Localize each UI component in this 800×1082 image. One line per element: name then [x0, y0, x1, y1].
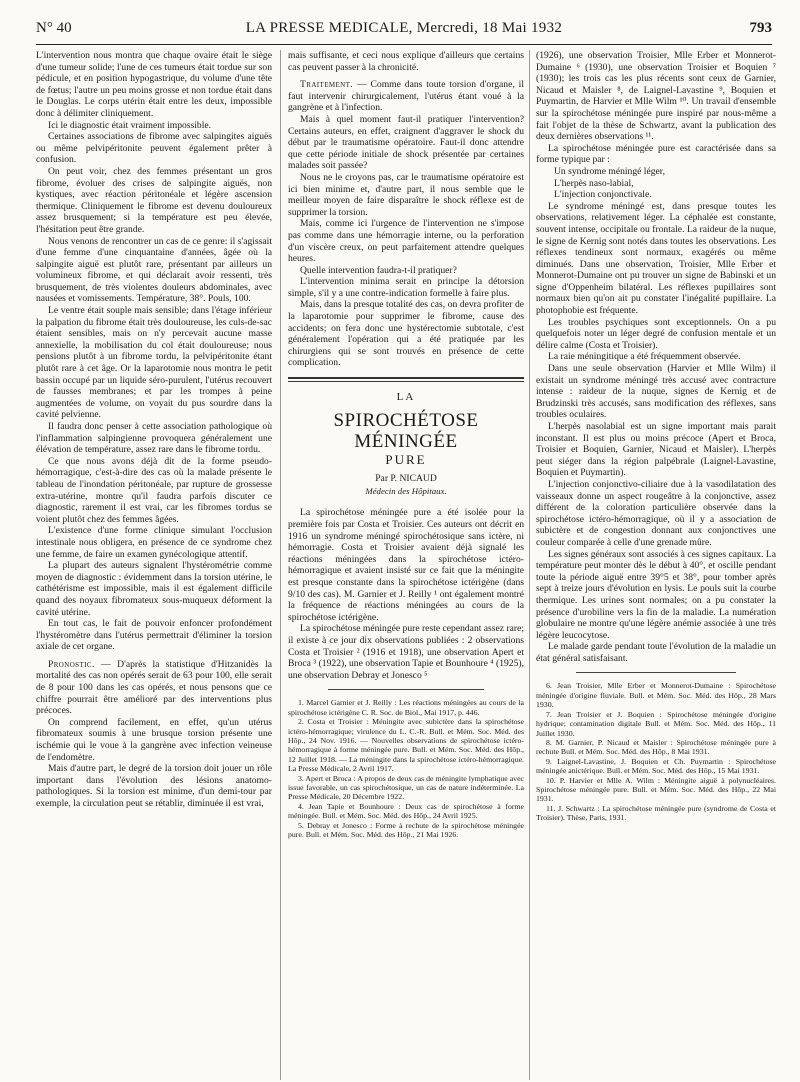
paragraph: Mais, dans la presque totalité des cas, on devra profiter de la laparotomie pour supprimer le fibrome, cause des accidents; on fera donc une hystérectomie subtotale, c'est généralement l'opération qui a été pratiquée par les chirurgiens qui se sont trouvés en présence de cette complication. — [288, 299, 524, 369]
section-lead-pronostic: Pronostic. — [48, 658, 95, 670]
footnote: 11. J. Schwartz : La spirochétose méningée pure (syndrome de Costa et Troisier). Thèse, Paris, 1931. — [536, 803, 776, 823]
column-3 — [536, 50, 776, 1080]
paragraph: Quelle intervention faudra-t-il pratiquer? — [300, 264, 457, 276]
footnote: 10. P. Harvier et Mlle A. Wilm : Méningite aiguë à polynucléaires. Spirochétose méningée pure. Bull. et Mém. Soc. Méd. des Hôp., 22 Mai 1931. — [536, 775, 776, 804]
column-divider — [280, 50, 281, 1080]
paragraph: La spirochétose méningée pure est caractérisée dans sa forme typique par : — [536, 142, 776, 166]
paragraph-text: — D'après la statistique d'Hitzanidès la mortalité des cas non opérés serait de 63 pour 100, elle serait de 8 pour 100 dans les cas opérés, et nous pensons que ce chiffre pourrait être amélioré par des interventions plus précoces. — [36, 658, 272, 717]
footnote: 4. Jean Tapie et Bounhoure : Deux cas de spirochétose à forme méningée. Bull. et Mém. Soc. Méd. des Hôp., 24 Avril 1925. — [288, 801, 524, 821]
page-number: 793 — [749, 20, 772, 36]
paragraph: On peut voir, chez des femmes présentant un gros fibrome, évoluer des crises de salpingite aiguës, non kystiques, avec réaction péritonéale et légère ascension thermique. Cliniquement le fibrome est devenu douloureux assez brusquement; si la température est peu élevée, l'hésitation peut être grande. — [36, 165, 272, 235]
footnote: 6. Jean Troisier, Mlle Erber et Monnerot-Dumaine : Spirochétose méningée d'origine fluviale. Bull. et Mém. Soc. Méd. des Hôp., 28 Mars 1930. — [536, 681, 776, 710]
footnote: 3. Apert et Broca : A propos de deux cas de méningite lymphatique avec issue favorable, un cas spirochétosique, un cas de nature indéterminée. La Presse Médicale, 20 Décembre 1922. — [288, 773, 524, 802]
paragraph-pronostic — [36, 659, 272, 717]
footnote: 5. Debray et Jonesco : Forme à rechute de la spirochétose méningée pure. Bull. et Mém. Soc. Méd. des Hôp., 21 Mai 1926. — [288, 820, 524, 839]
paragraph: La raie méningitique a été fréquemment observée. — [548, 351, 741, 363]
list-item: Un syndrome méningé léger, — [554, 165, 665, 177]
paragraph: Dans une seule observation (Harvier et Mlle Wilm) il existait un syndrome méningé très accusé avec contracture intense : raideur de la nuque, signes de Kernig et de Brudzinski très accusés, sans modification des réflexes, sans troubles oculaires. — [536, 363, 776, 421]
paragraph: La spirochétose méningée pure reste cependant assez rare; il existe à ce jour dix observations publiées : 2 observations Costa et Troisier ² (1916 et 1918), une observation Apert et Broca ³ (1922), une observation Tapie et Bounhoure ⁴ (1925), une observation Debray et Jonesco ⁵ — [288, 623, 524, 681]
paragraph: On comprend facilement, en effet, qu'un utérus fibromateux soumis à une brusque torsion présente une ischémie qui le voue à la gangrène avec infection veineuse de l'endomètre. — [36, 716, 272, 763]
paragraph: Mais, comme ici l'urgence de l'intervention ne s'impose pas comme dans une hémorragie interne, ou la perforation d'un viscère creux, on peut parfaitement attendre quelques heures. — [288, 218, 524, 265]
article-title: SPIROCHÉTOSE MÉNINGÉE — [333, 409, 479, 452]
footnote: 9. Laignel-Lavastine, J. Boquien et Ch. Puymartin : Spirochétose méningée anictérique. Bull. et Mém. Soc. Méd. des Hôp., 15 Mai 1931. — [536, 756, 776, 776]
paragraph: Ce que nous avons déjà dit de la forme pseudo-hémorragique, c'est-à-dire des cas où la malade présente le tableau de l'inondation péritonéale, par rupture de grossesse extra-utérine, montre qu'il faudra parfois discuter ce diagnostic, rarement il est vrai, car les fibromes tordus se voient plutôt chez des femmes âgées. — [36, 455, 272, 525]
footnote: 1. Marcel Garnier et J. Reilly : Les réactions méningées au cours de la spirochétose ictérigène C. R. Soc. de Biol., Mai 1917, p. 446. — [288, 698, 524, 717]
article-subtitle: PURE — [385, 451, 427, 467]
issue-number: N° 40 — [36, 20, 72, 36]
paragraph: L'existence d'une forme clinique simulant l'occlusion intestinale nous obligera, en présence de ce syndrome chez une femme, de faire un examen gynécologique attentif. — [36, 525, 272, 560]
article-author: Par P. NICAUD — [375, 473, 437, 485]
paragraph: (1926), une observation Troisier, Mlle Erber et Monnerot-Dumaine ⁶ (1930), une observation Troisier et Boquien ⁷ (1930); les trois cas les plus récents sont ceux de Garnier, Nicaud et Maisler ⁸, de Laignel-Lavastine ⁹, Boquien et Puymartin, de Harvier et Mlle Wilm ¹⁰. Un travail d'ensemble sur la spirochétose méningée pure inspiré par nous-même a fait l'objet de la thèse de Schwartz, avant la publication des deux dernières observations ¹¹. — [536, 50, 776, 143]
paragraph-text: — Comme dans toute torsion d'organe, il faut intervenir chirurgicalement, l'utérus étant voué à la gangrène et à l'infection. — [288, 79, 524, 114]
footnotes — [536, 681, 776, 822]
column-divider — [529, 50, 530, 1080]
footnote-rule — [328, 689, 484, 690]
paragraph: L'herpès nasolabial est un signe important mais parait inconstant. Il est plus ou moins précoce (Apert et Broca, Troisier et Boquien, Garnier, Nicaud et Maisler). L'herpès peut siéger dans la région palpébrale (Laignel-Lavastine, Boquien et Puymartin). — [536, 421, 776, 479]
page-header — [36, 18, 772, 42]
paragraph-traitement — [288, 79, 524, 114]
paragraph: Le ventre était souple mais sensible; dans l'étage inférieur la palpation du fibrome était très douloureuse, les culs-de-sac étaient sensibles, mais on n'y percevait aucune masse annexielle, la mobilisation du col était douloureuse; nous pensions plutôt à un fibrome tordu, la pelvipéritonite étant plutôt rare à cet âge. Or la laparotomie nous montra le petit bassin occupé par un liquide séro-purulent, l'utérus recouvert de fausses membranes; et par les trompes à peine augmentées de volume, on voyait du pus sourdre dans la cavité pelvienne. — [36, 305, 272, 421]
paragraph: Mais à quel moment faut-il pratiquer l'intervention? Certains auteurs, en effet, craignent d'aggraver le shock du début par le traumatisme opératoire. Faut-il donc attendre que cette période initiale de shock présentée par certaines malades soit passée? — [288, 113, 524, 172]
paragraph: L'injection conjonctivo-ciliaire due à la vasodilatation des vaisseaux donne un aspect rougeâtre à la conjonctive, assez différent de la coloration particulière observée dans la spirochétose ictéro-hémorragique, où il y a association de subictère et de congestion donnant aux conjonctives une couleur comparée à celle d'une grenade mûre. — [536, 478, 776, 548]
paragraph: La spirochétose méningée pure a été isolée pour la première fois par Costa et Troisier. Ces auteurs ont décrit en 1916 un syndrome méningé spirochétosique sans ictère, ni hémorragie. Costa et Troisier avaient déjà signalé les réactions méningées dans la spirochétose ictéro-hémorragique et avaient insisté sur ce fait que la méningite est presque constante dans la spirochétose ictérigène (dans 9/10 des cas). M. Garnier et J. Reilly ¹ ont également montré la fréquence de réactions méningées au cours de la spirochétose ictérigène. — [288, 507, 524, 623]
paragraph: Nous venons de rencontrer un cas de ce genre: il s'agissait d'une femme d'une cinquantaine d'années, âgée où la salpingite aiguë est plutôt rare, présentant par ailleurs un volumineux fibrome, et qui déclarait avoir ressenti, très brusquement, de très violentes douleurs abdominales, avec nausées et vomissements. Température, 38°. Pouls, 100. — [36, 235, 272, 305]
paragraph: Le malade garde pendant toute l'évolution de la maladie un état général satisfaisant. — [536, 641, 776, 664]
paragraph: mais suffisante, et ceci nous explique d'ailleurs que certains cas peuvent passer à la chronicité. — [288, 50, 524, 73]
paragraph: Il faudra donc penser à cette association pathologique où l'inflammation salpingienne provoquera généralement une élévation de température, assez rare dans le fibrome tordu. — [36, 421, 272, 456]
paragraph: Ici le diagnostic était vraiment impossible. — [48, 119, 212, 131]
section-lead-traitement: Traitement. — [300, 79, 354, 91]
paragraph: Mais d'autre part, le degré de la torsion doit jouer un rôle important dans l'évolution des lésions anatomo-pathologiques. Si la torsion est minime, d'un demi-tour par exemple, la circulation peut se rétablir, diminuée il est vrai, — [36, 763, 272, 809]
footnote: 7. Jean Troisier et J. Boquien : Spirochétose méningée d'origine hydrique; contamination digitale Bull. et Mém. Soc. Méd. des Hôp., 11 Juillet 1930. — [536, 709, 776, 738]
article-kicker: LA — [396, 391, 416, 404]
paragraph: Certaines associations de fibrome avec salpingites aiguës ou même pelvipéritonite peuvent également prêter à confusion. — [36, 131, 272, 166]
article-affiliation: Médecin des Hôpitaux. — [365, 485, 447, 496]
column-1 — [36, 50, 272, 1080]
footnotes — [288, 698, 524, 839]
paragraph: La plupart des auteurs signalent l'hystérométrie comme moyen de diagnostic : évidemment dans la torsion utérine, le cathétérisme est impossible, mais il est également difficile quand des noyaux fibromateux sous-muqueux déforment la cavité utérine. — [36, 560, 272, 618]
paragraph: Les signes généraux sont associés à ces signes capitaux. La température peut monter dès le début à 40°, et oscille pendant toute la période aiguë entre 39°5 et 38°, pour tomber après sept à treize jours d'évolution en lysis. Le pouls suit la courbe thermique. Les urines sont normales; on a pu constater la présence d'urobiline vers la fin de la maladie. La numération globulaire ne montre qu'une légère anémie associée à une très légère leucocytose. — [536, 548, 776, 641]
paragraph: Nous ne le croyons pas, car le traumatisme opératoire est ici bien minime et, d'autre part, il nous semble que le meilleur moyen de faire disparaître le shock réflexe est de supprimer la torsion. — [288, 171, 524, 218]
list-item: L'herpès naso-labial, — [554, 177, 634, 189]
paragraph: Les troubles psychiques sont exceptionnels. On a pu quelquefois noter un léger degré de confusion mentale et un délire calme (Costa et Troisier). — [536, 316, 776, 351]
paragraph: Le syndrome méningé est, dans presque toutes les observations, relativement léger. La céphalée est constante, souvent intense, occipitale ou frontale. La raideur de la nuque, le signe de Kernig sont notés dans toutes les observations. Les réflexes tendineux sont normaux, exagérés ou même diminués. Dans une observation, Troisier, Mlle Erber et Monnerot-Dumaine ont pu trouver un signe de Babinski et un signe d'Oppenheim bilatéral. Les réflexes pupillaires sont normaux bien qu'on ait pu constater l'inégalité pupillaire. La photophobie est fréquente. — [536, 200, 776, 317]
paragraph: L'intervention minima serait en principe la détorsion simple, s'il y a une contre-indication formelle à faire plus. — [288, 276, 524, 299]
list-item: L'injection conjonctivale. — [554, 189, 652, 201]
article-separator — [288, 377, 524, 382]
footnote: 8. M. Garnier, P. Nicaud et Maisler : Spirochétose méningée pure à rechute Bull. et Mém. Soc. Méd. des Hôp., 8 Mai 1931. — [536, 737, 776, 757]
column-2 — [288, 50, 524, 1080]
footnote: 2. Costa et Troisier : Méningite avec subictère dans la spirochétose ictéro-hémorragique; virulence du L. C.-R. Bull. et Mém. Soc. Méd. des Hôp., 24 Nov. 1916. — Nouvelles observations de spirochétose ictéro-hémorragique à forme méningée pure. Bull. et Mém. Soc. Méd. des Hôp., 12 Juillet 1918. — La méningite dans la spirochétose ictéro-hémorragique. La Presse Médicale, 2 Avril 1917. — [288, 717, 524, 774]
footnote-rule — [576, 672, 736, 673]
header-rule — [36, 44, 772, 45]
journal-title: LA PRESSE MEDICALE, Mercredi, 18 Mai 1932 — [245, 20, 563, 36]
paragraph: En tout cas, le fait de pouvoir enfoncer profondément l'hystéromètre dans l'utérus permettrait d'éliminer la torsion axiale de cet organe. — [36, 618, 272, 653]
paragraph: L'intervention nous montra que chaque ovaire était le siège d'une tumeur solide; l'une de ces tumeurs était tordue sur son pédicule, et en position hypogastrique, du volume d'une tête de fœtus; l'autre un peu moins grosse et non tordue était dans le Douglas. Le corps utérin était entre les deux, impossible donc à délimiter cliniquement. — [36, 50, 272, 119]
